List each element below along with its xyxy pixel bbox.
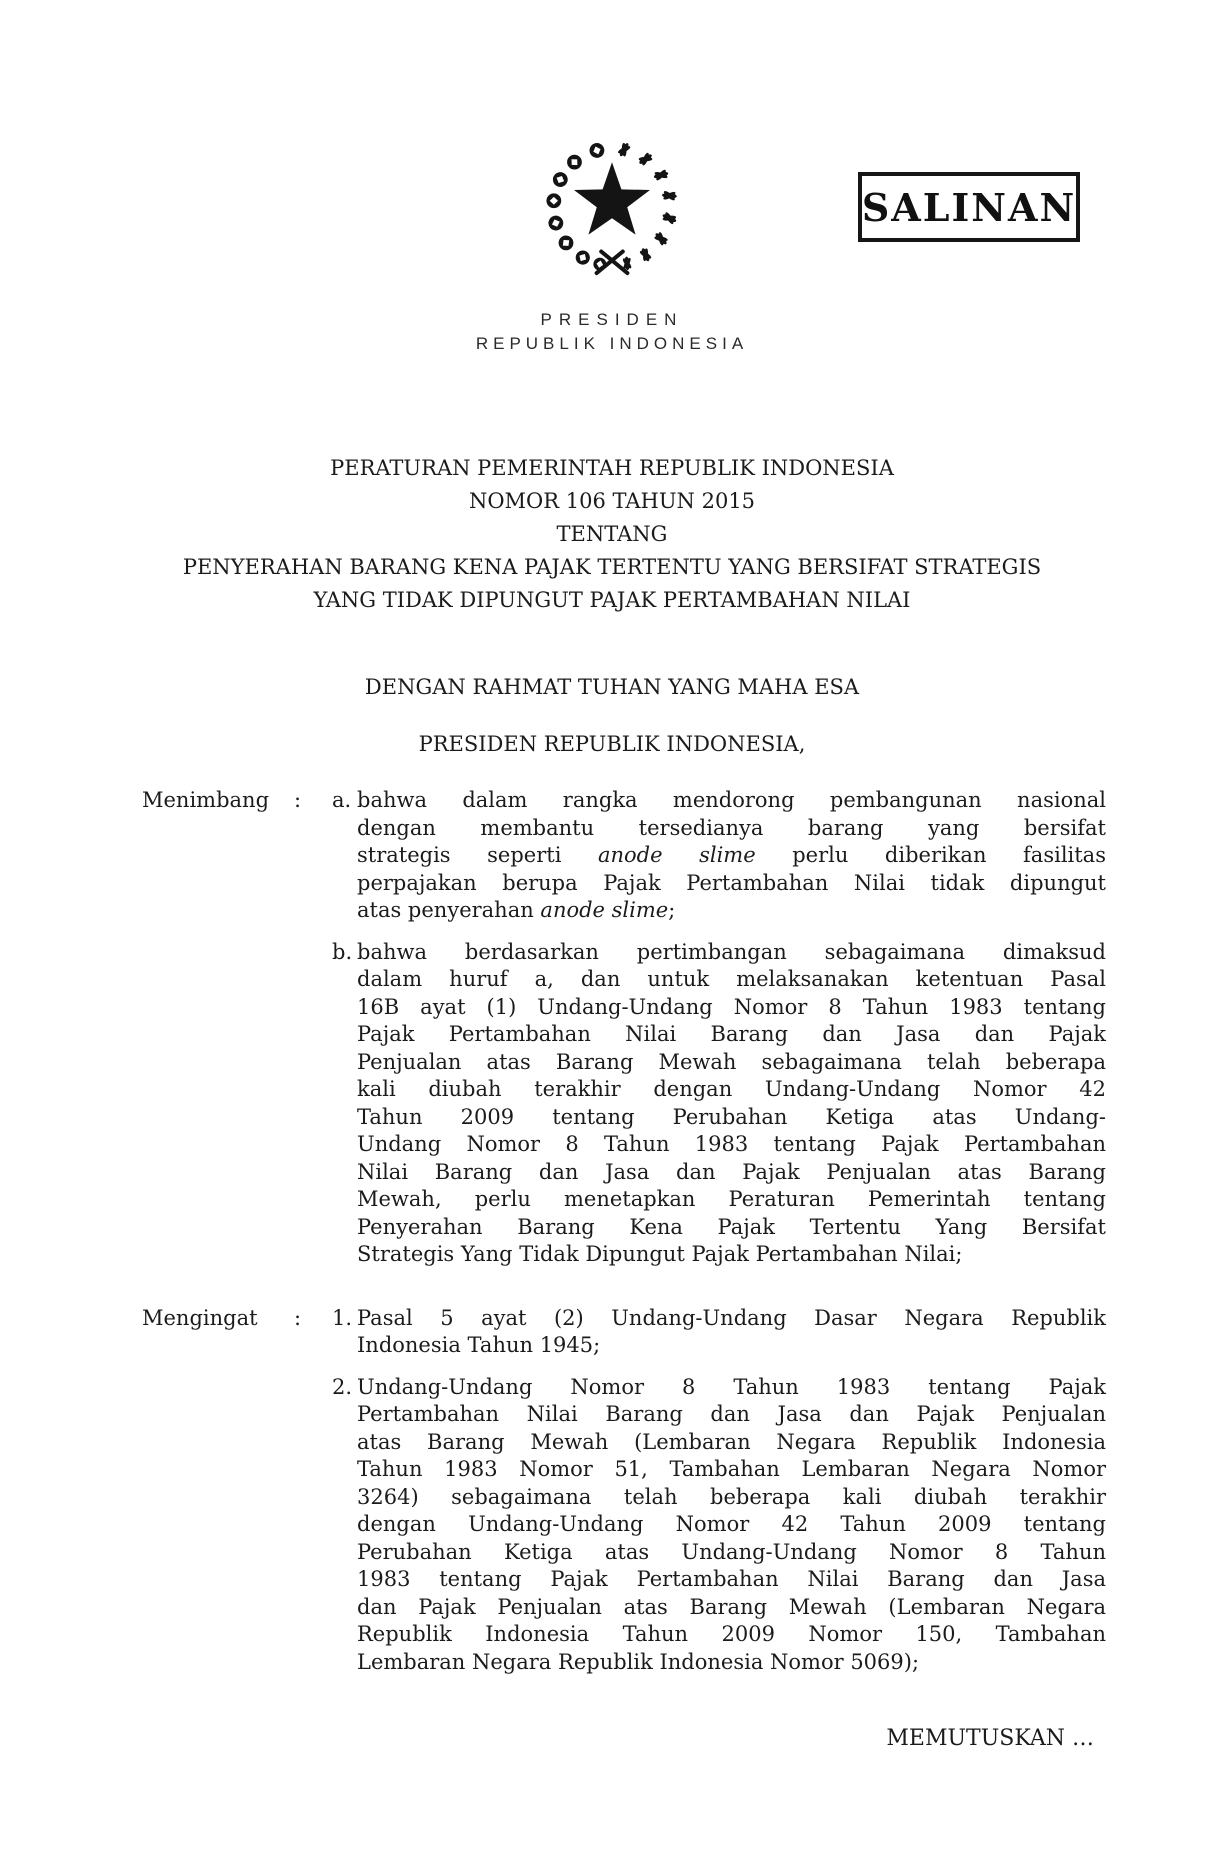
text-line: dan Pajak Penjualan atas Barang Mewah (Lembaran Negara [357, 1594, 1106, 1619]
text-line: 16B ayat (1) Undang-Undang Nomor 8 Tahun 1983 tentang [357, 994, 1106, 1019]
star-wreath-emblem-icon [532, 130, 692, 290]
text-line: Republik Indonesia Tahun 2009 Nomor 150, Tambahan [357, 1622, 1106, 1646]
item-marker: 1. [332, 1305, 353, 1330]
text-line: Penjualan atas Barang Mewah sebagaimana telah beberapa [357, 1049, 1106, 1074]
text-line: dalam huruf a, dan untuk melaksanakan ketentuan Pasal [357, 967, 1106, 991]
authority-line: PRESIDEN REPUBLIK INDONESIA, [418, 732, 806, 756]
section-label: Menimbang [142, 788, 270, 812]
text-line: Undang-Undang Nomor 8 Tahun 1983 tentang Pajak [357, 1374, 1106, 1399]
item-marker: 2. [332, 1374, 353, 1399]
text-line: dengan Undang-Undang Nomor 42 Tahun 2009 tentang [357, 1512, 1106, 1536]
section-items [332, 787, 1106, 1269]
regulation-title [0, 452, 1224, 617]
consideration-item [332, 1374, 1106, 1677]
menimbang-section [142, 787, 1106, 1269]
text-line: atas Barang Mewah (Lembaran Negara Republik Indonesia [357, 1429, 1106, 1454]
section-items [332, 1305, 1106, 1677]
item-text [357, 787, 1106, 925]
item-text [357, 939, 1106, 1269]
letterhead-line2: REPUBLIK INDONESIA [475, 334, 749, 353]
item-marker: b. [332, 939, 353, 964]
text-line: strategis seperti anode slime perlu diberikan fasilitas [357, 843, 1106, 867]
item-text [357, 1305, 1106, 1360]
section-colon: : [294, 1305, 302, 1330]
text-line: Tahun 2009 tentang Perubahan Ketiga atas Undang- [357, 1104, 1106, 1129]
salinan-stamp: SALINAN [858, 172, 1080, 242]
text-line: dengan membantu tersedianya barang yang bersifat [357, 815, 1106, 840]
consideration-item [332, 1305, 1106, 1360]
text-line: perpajakan berupa Pajak Pertambahan Nilai tidak dipungut [357, 870, 1106, 895]
item-text [357, 1374, 1106, 1677]
invocation-line: DENGAN RAHMAT TUHAN YANG MAHA ESA [364, 675, 860, 699]
letterhead [0, 310, 1224, 354]
text-line: Pajak Pertambahan Nilai Barang dan Jasa dan Pajak [357, 1022, 1106, 1046]
text-line: Lembaran Negara Republik Indonesia Nomor 5069); [357, 1649, 920, 1674]
section-colon: : [294, 788, 302, 812]
section-label: Mengingat [142, 1305, 258, 1330]
text-line: Perubahan Ketiga atas Undang-Undang Nomor 8 Tahun [357, 1539, 1106, 1564]
text-line: Tahun 1983 Nomor 51, Tambahan Lembaran Negara Nomor [357, 1457, 1106, 1481]
text-line: Indonesia Tahun 1945; [357, 1333, 601, 1357]
letterhead-line1: PRESIDEN [540, 310, 684, 329]
text-line: Strategis Yang Tidak Dipungut Pajak Pertambahan Nilai; [357, 1242, 963, 1266]
star-icon [574, 162, 650, 234]
text-line: 3264) sebagaimana telah beberapa kali diubah terakhir [357, 1484, 1106, 1509]
emblem-container [0, 0, 1224, 290]
title-line: NOMOR 106 TAHUN 2015 [468, 489, 756, 513]
text-line: Mewah, perlu menetapkan Peraturan Pemerintah tentang [357, 1187, 1106, 1211]
mengingat-section [142, 1305, 1106, 1677]
title-line: PERATURAN PEMERINTAH REPUBLIK INDONESIA [330, 456, 894, 480]
text-line: Pasal 5 ayat (2) Undang-Undang Dasar Negara Republik [357, 1305, 1106, 1330]
text-line: kali diubah terakhir dengan Undang-Undang Nomor 42 [357, 1077, 1106, 1101]
text-line: atas penyerahan anode slime; [357, 898, 676, 922]
text-line: 1983 tentang Pajak Pertambahan Nilai Barang dan Jasa [357, 1567, 1106, 1591]
text-line: bahwa berdasarkan pertimbangan sebagaimana dimaksud [357, 939, 1106, 964]
item-marker: a. [332, 788, 352, 812]
title-line: PENYERAHAN BARANG KENA PAJAK TERTENTU YANG BERSIFAT STRATEGIS [182, 555, 1042, 579]
text-line: Penyerahan Barang Kena Pajak Tertentu Yang Bersifat [357, 1214, 1106, 1239]
title-line: YANG TIDAK DIPUNGUT PAJAK PERTAMBAHAN NILAI [313, 588, 911, 612]
continuation-marker: MEMUTUSKAN … [886, 1726, 1094, 1751]
preamble-content [142, 787, 1106, 1676]
consideration-item [332, 787, 1106, 925]
text-line: Nilai Barang dan Jasa dan Pajak Penjualan atas Barang [357, 1159, 1106, 1184]
text-line: Undang Nomor 8 Tahun 1983 tentang Pajak Pertambahan [357, 1132, 1106, 1156]
title-line: TENTANG [556, 522, 668, 546]
text-line: bahwa dalam rangka mendorong pembangunan nasional [357, 788, 1106, 812]
text-line: Pertambahan Nilai Barang dan Jasa dan Pajak Penjualan [357, 1402, 1106, 1426]
consideration-item [332, 939, 1106, 1269]
